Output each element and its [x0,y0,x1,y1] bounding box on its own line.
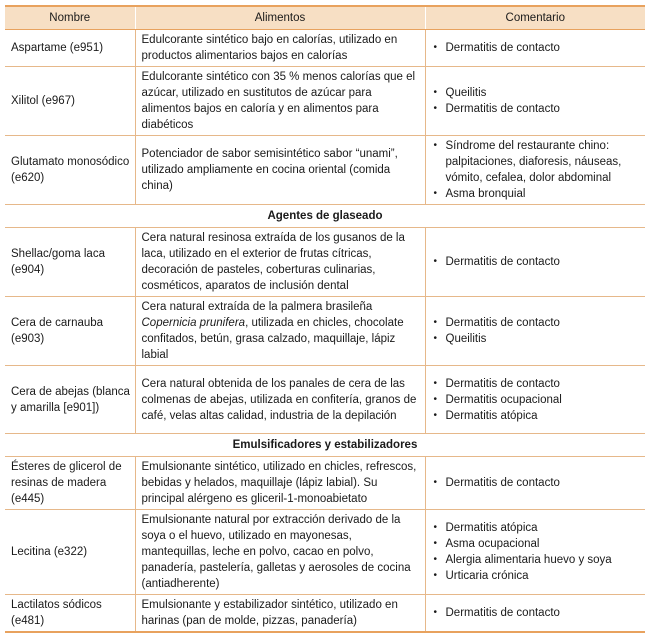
table-row [5,30,645,67]
comment-item: • Dermatitis de contacto [432,475,642,491]
food-text-post: , utilizada en chicles, chocolate confitados, betún, grasa calzado, maquillaje, lápiz labial [141,317,404,361]
comment-item: • Dermatitis de contacto [432,40,642,56]
additive-name: Shellac/goma laca (e904) [5,228,135,297]
comment-item: • Dermatitis atópica [432,520,642,536]
additive-comment [425,136,645,205]
additive-name: Ésteres de glicerol de resinas de madera (e445) [5,457,135,510]
section-row [5,205,645,228]
comment-item: • Dermatitis ocupacional [432,392,642,408]
comment-item: • Dermatitis de contacto [432,376,642,392]
comment-item: • Urticaria crónica [432,568,642,584]
section-title-emulsifiers: Emulsificadores y estabilizadores [5,434,645,457]
comment-item: • Queilitis [432,85,642,101]
food-text-pre: Cera natural extraída de la palmera brasileña [141,301,373,313]
table-row [5,595,645,633]
comment-item: • Queilitis [432,331,642,347]
additive-comment [425,595,645,633]
additive-name: Lactilatos sódicos (e481) [5,595,135,633]
additive-comment [425,228,645,297]
comment-item: • Alergia alimentaria huevo y soya [432,552,642,568]
additive-comment [425,67,645,136]
additive-food: Potenciador de sabor semisintético sabor “unami”, utilizado ampliamente en cocina oriental (comida china) [135,136,425,205]
additive-comment [425,457,645,510]
table-row [5,228,645,297]
additive-comment [425,297,645,366]
section-title-glazing: Agentes de glaseado [5,205,645,228]
additive-name: Aspartame (e951) [5,30,135,67]
additive-name: Xilitol (e967) [5,67,135,136]
additive-food: Edulcorante sintético con 35 % menos calorías que el azúcar, utilizado en sustitutos de azúcar para alimentos bajos en caloría y en alimentos para diabéticos [135,67,425,136]
additives-table [5,5,645,633]
comment-item: • Dermatitis de contacto [432,254,642,270]
additive-food: Emulsionante natural por extracción derivado de la soya o el huevo, utilizado en mayonesas, mantequillas, leche en polvo, cacao en polvo, panadería, pastelería, galletas y aerosoles de cocina (antiadherente) [135,510,425,595]
additive-food: Cera natural obtenida de los panales de cera de las colmenas de abejas, utilizada en confitería, granos de café, velas altas calidad, industria de la depilación [135,366,425,434]
additive-name: Cera de carnauba (e903) [5,297,135,366]
comment-item: • Dermatitis de contacto [432,315,642,331]
header-food: Alimentos [135,6,425,30]
additive-comment [425,30,645,67]
section-row [5,434,645,457]
additive-name: Glutamato monosódico (e620) [5,136,135,205]
header-comment: Comentario [425,6,645,30]
comment-item: • Asma bronquial [432,186,642,202]
header-name: Nombre [5,6,135,30]
additive-food: Edulcorante sintético bajo en calorías, utilizado en productos alimentarios bajos en calorías [135,30,425,67]
table-row [5,136,645,205]
food-text-species: Copernicia prunifera [141,317,246,329]
comment-item: • Asma ocupacional [432,536,642,552]
additive-comment [425,510,645,595]
additive-food: Cera natural resinosa extraída de los gusanos de la laca, utilizado en el exterior de frutas cítricas, decoración de pasteles, coberturas culinarias, cosméticos, aparatos de inclusión dental [135,228,425,297]
header-row [5,6,645,30]
table-row [5,67,645,136]
additive-food: Emulsionante y estabilizador sintético, utilizado en harinas (pan de molde, pizzas, panadería) [135,595,425,633]
comment-item: • Dermatitis de contacto [432,101,642,117]
table-row [5,366,645,434]
comment-item: • Dermatitis atópica [432,408,642,424]
table-row [5,510,645,595]
comment-item: • Síndrome del restaurante chino: palpitaciones, diaforesis, náuseas, vómito, cefalea, dolor abdominal [432,138,642,186]
additive-name: Cera de abejas (blanca y amarilla [e901]) [5,366,135,434]
additive-food: Emulsionante sintético, utilizado en chicles, refrescos, bebidas y helados, maquillaje (lápiz labial). Su principal alérgeno es gliceril-1-monoabietato [135,457,425,510]
additive-food [135,297,425,366]
table-row [5,297,645,366]
comment-item: • Dermatitis de contacto [432,605,642,621]
additive-comment [425,366,645,434]
table-row [5,457,645,510]
additive-name: Lecitina (e322) [5,510,135,595]
